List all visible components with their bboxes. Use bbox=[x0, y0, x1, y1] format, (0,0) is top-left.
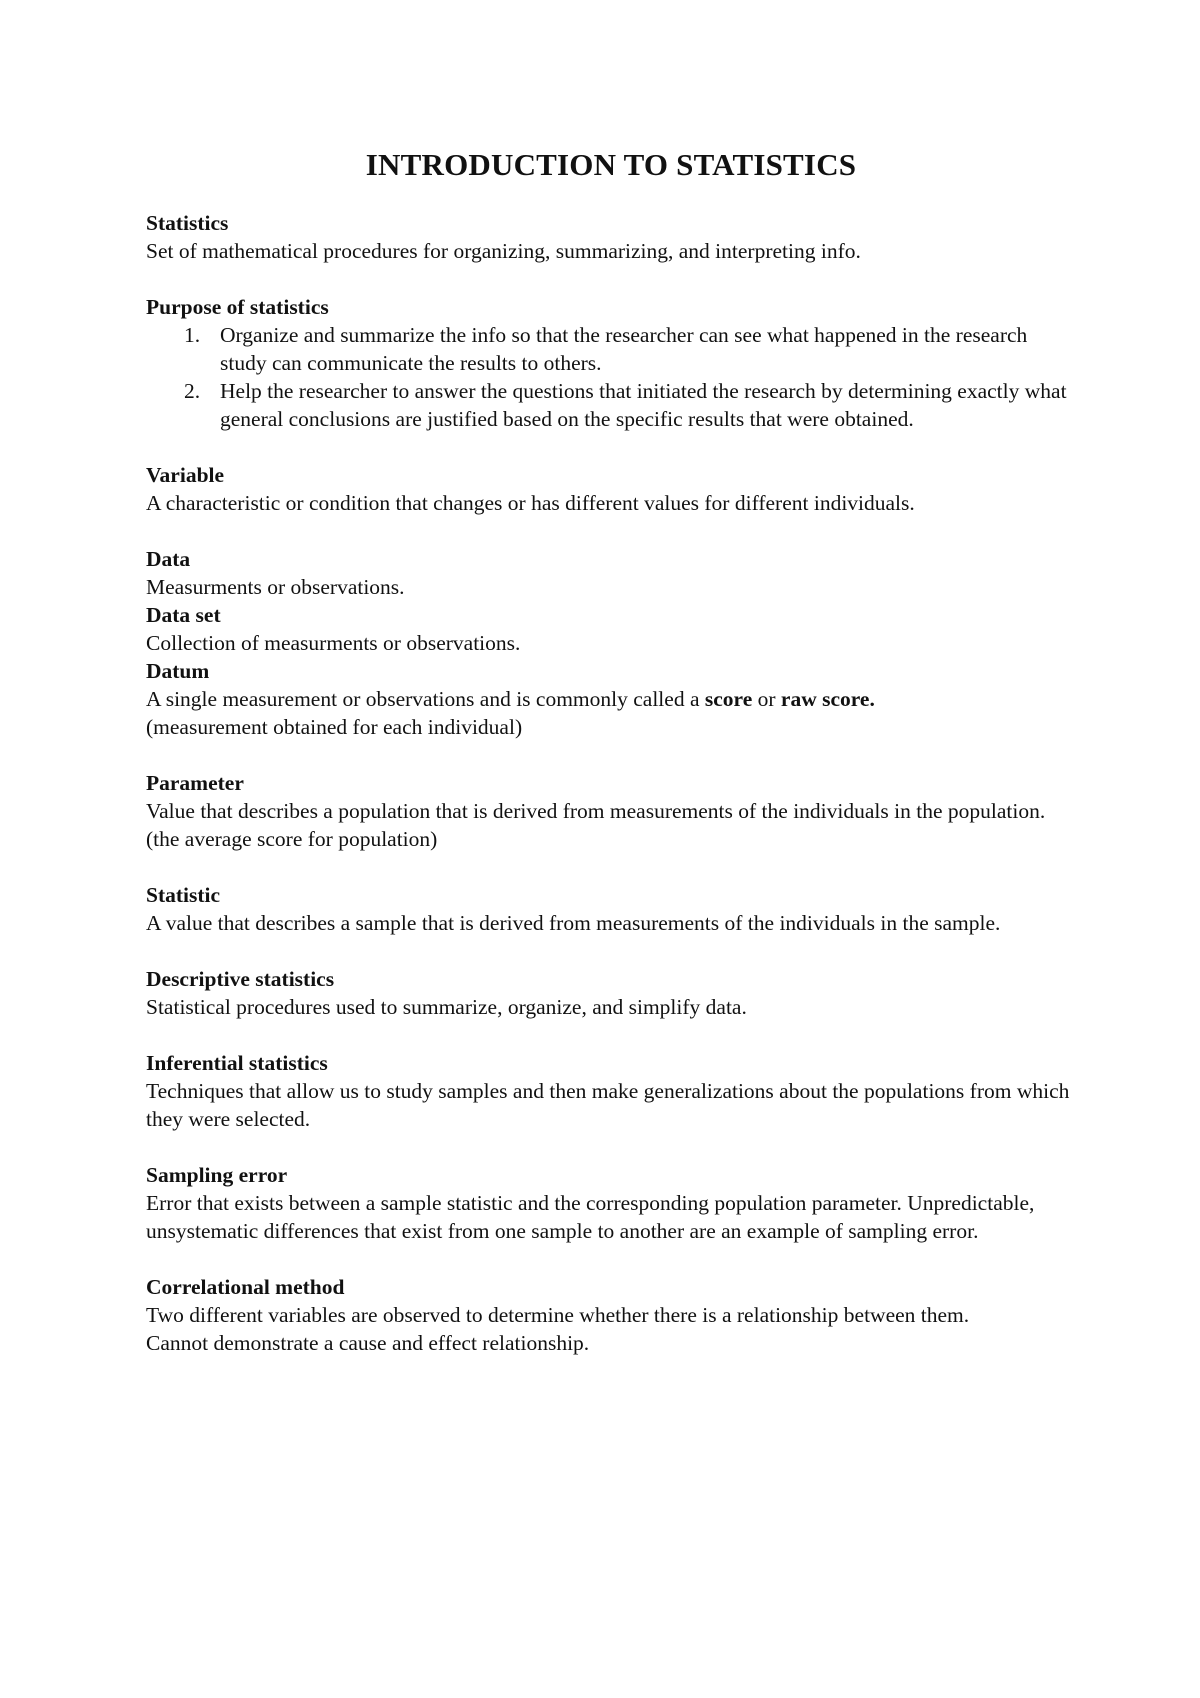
section-parameter bbox=[146, 769, 1076, 853]
section-heading: Sampling error bbox=[146, 1163, 288, 1187]
section-text: Two different variables are observed to determine whether there is a relationship between them. bbox=[146, 1303, 970, 1327]
datum-text-or: or bbox=[752, 687, 781, 711]
section-text: Measurments or observations. bbox=[146, 575, 405, 599]
section-text: Set of mathematical procedures for organizing, summarizing, and interpreting info. bbox=[146, 239, 861, 263]
document-body bbox=[146, 146, 1076, 1385]
section-heading: Statistics bbox=[146, 211, 229, 235]
section-variable bbox=[146, 461, 1076, 517]
section-heading: Descriptive statistics bbox=[146, 967, 335, 991]
page-title: INTRODUCTION TO STATISTICS bbox=[365, 147, 857, 182]
section-datum bbox=[146, 657, 1076, 741]
list-item-text: Help the researcher to answer the questions that initiated the research by determining exactly what general conclusions are justified based on the specific results that were obtained. bbox=[220, 379, 1067, 431]
section-heading: Purpose of statistics bbox=[146, 295, 329, 319]
section-text bbox=[146, 685, 1076, 713]
section-text: A value that describes a sample that is derived from measurements of the individuals in the sample. bbox=[146, 911, 1001, 935]
list-item bbox=[146, 377, 1076, 433]
list-item-number: 1. bbox=[184, 323, 201, 347]
section-heading: Statistic bbox=[146, 883, 221, 907]
section-correlational bbox=[146, 1273, 1076, 1357]
section-data bbox=[146, 545, 1076, 601]
section-text: Cannot demonstrate a cause and effect relationship. bbox=[146, 1331, 590, 1355]
section-descriptive bbox=[146, 965, 1076, 1021]
section-text: Error that exists between a sample statistic and the corresponding population parameter. Unpredictable, unsystematic differences that exist from one sample to another are an example of sampling error. bbox=[146, 1191, 1035, 1243]
section-text: Collection of measurments or observations. bbox=[146, 631, 521, 655]
section-data-set bbox=[146, 601, 1076, 657]
datum-text-before: A single measurement or observations and is commonly called a bbox=[146, 687, 705, 711]
term-score: score bbox=[704, 687, 753, 711]
section-sampling-error bbox=[146, 1161, 1076, 1245]
list-item-text: Organize and summarize the info so that the researcher can see what happened in the research study can communicate the results to others. bbox=[220, 323, 1028, 375]
section-purpose bbox=[146, 293, 1076, 433]
list-item-number: 2. bbox=[184, 379, 201, 403]
section-heading: Variable bbox=[146, 463, 225, 487]
section-heading: Parameter bbox=[146, 771, 244, 795]
section-heading: Datum bbox=[146, 659, 210, 683]
section-inferential bbox=[146, 1049, 1076, 1133]
purpose-list bbox=[146, 321, 1076, 433]
section-statistics bbox=[146, 209, 1076, 265]
section-text: Techniques that allow us to study samples and then make generalizations about the populations from which they were selected. bbox=[146, 1079, 1070, 1131]
section-statistic bbox=[146, 881, 1076, 937]
section-note: (measurement obtained for each individual) bbox=[146, 715, 523, 739]
section-text: A characteristic or condition that changes or has different values for different individuals. bbox=[146, 491, 915, 515]
term-raw-score: raw score. bbox=[780, 687, 875, 711]
section-text: Value that describes a population that is derived from measurements of the individuals in the population. (the average score for population) bbox=[146, 799, 1046, 851]
section-heading: Inferential statistics bbox=[146, 1051, 328, 1075]
section-heading: Data bbox=[146, 547, 191, 571]
section-heading: Data set bbox=[146, 603, 221, 627]
list-item bbox=[146, 321, 1076, 377]
section-heading: Correlational method bbox=[146, 1275, 345, 1299]
section-text: Statistical procedures used to summarize, organize, and simplify data. bbox=[146, 995, 747, 1019]
